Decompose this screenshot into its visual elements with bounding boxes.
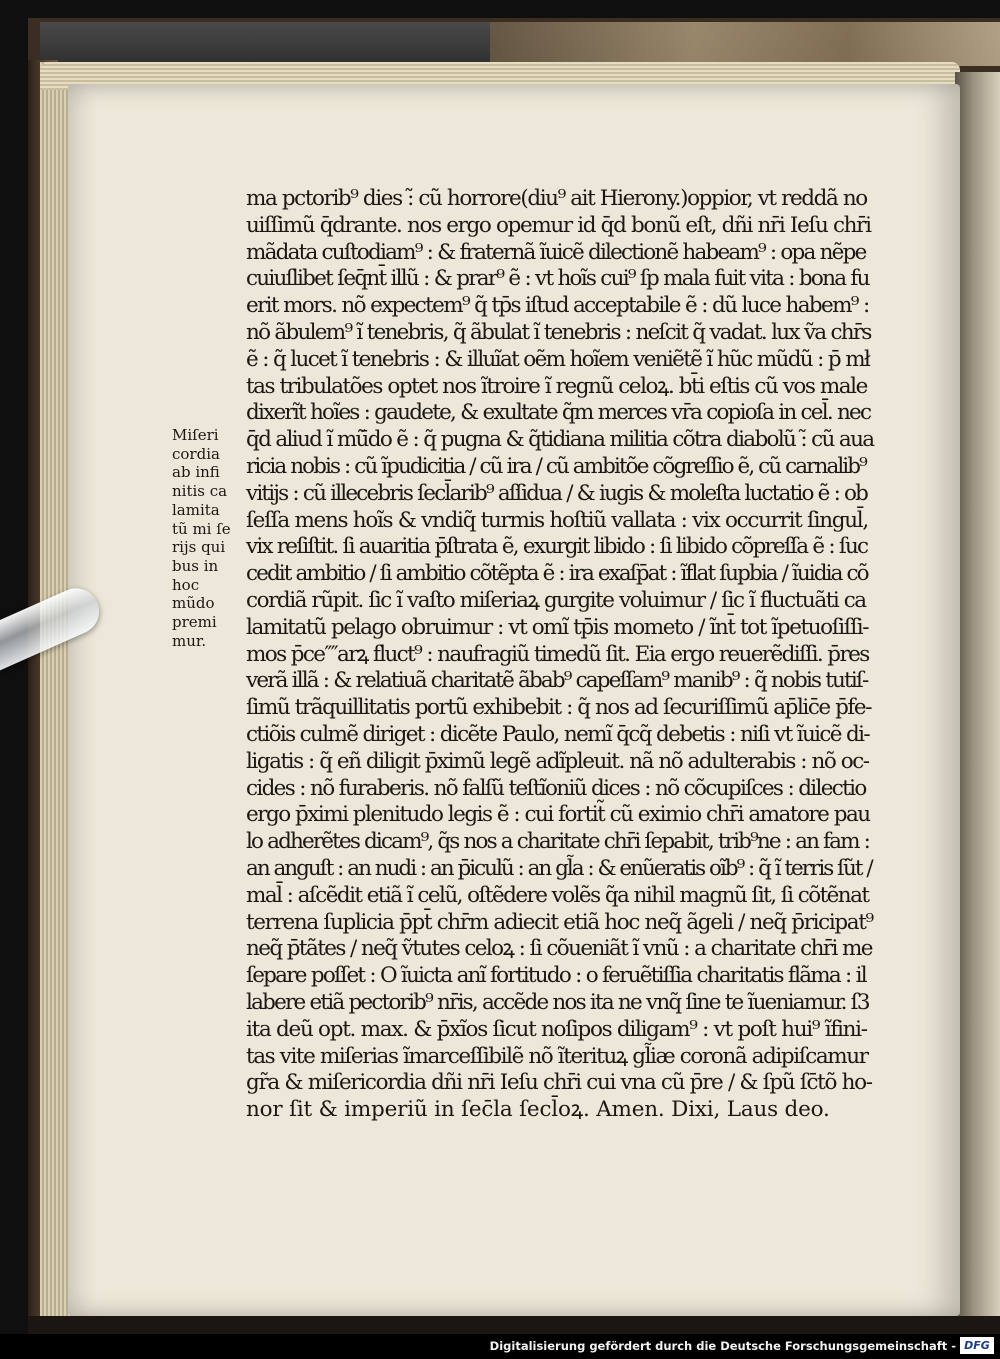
text-line: cides : nõ furaberis. nõ falſũ teſtĩoniũ dices : nõ cõcupiſces : dilectio xyxy=(246,775,866,801)
marginal-line: ab infi xyxy=(172,463,220,482)
main-text-block xyxy=(246,186,874,1124)
text-line: ẽ : q̃ lucet ĩ tenebris : & illuĩat oẽm hoĩem veniẽtẽ ĩ hũc mũdũ : p̄ mł xyxy=(246,346,870,372)
text-line: dixerĩt hoĩes : gaudete, & exultate q̃m merces vr̄a copioſa in cel̄. nec xyxy=(246,400,871,426)
text-line: ma pctorib⁹ dies :̃ cũ horrore(diu⁹ ait Hierony.)oppior, vt reddã no xyxy=(246,186,867,211)
marginal-line: mũdo xyxy=(172,594,215,613)
marginal-line: premi xyxy=(172,613,217,632)
text-line: uiſſimũ q̄drante. nos ergo opemur id q̄d bonũ eſt, dñi nr̄i Ieſu chr̄i xyxy=(246,212,871,238)
marginal-line: hoc xyxy=(172,575,200,594)
text-line: lamitatũ pelago obruimur : vt omĩ tp̄is mometo / ĩnt̄ tot ĩpetuoſiſſi- xyxy=(246,614,869,640)
text-line: cuiuſlibet ſeq̄nt̄ illũ : & prar⁹ ẽ : vt hoĩs cui⁹ ſp mala fuit vita : bona fu xyxy=(246,266,869,292)
text-line: ricia nobis : cũ ĩpudicitia / cũ ira / cũ ambitõe cõgreſſio ẽ, cũ carnalib⁹ xyxy=(246,453,866,479)
text-line: nõ ãbulem⁹ ĩ tenebris, q̃ ãbulat ĩ tenebris : neſcit q̃ vadat. lux ṽa chr̄s xyxy=(246,319,871,345)
text-line: nor ſit & imperiũ in ſec̄la ſecl̄oꝝ. Amen. Dixi, Laus deo. xyxy=(246,1097,830,1123)
marginal-line: lamita xyxy=(172,500,220,519)
text-line: vitijs : cũ illecebris ſecl̄arib⁹ aſſidua / & iugis & moleſta luctatio ẽ : ob xyxy=(246,480,868,506)
text-line: tas tribulatões optet nos ĩtroire ĩ regnũ celoꝝ. bt̄i eſtis cũ vos male xyxy=(246,373,867,399)
text-line: ligatis : q̃ eñ diligit p̄ximũ legẽ adĩpleuit. nã nõ adulterabis : nõ oc- xyxy=(246,748,869,774)
marginal-line: tũ mi ſe xyxy=(172,519,231,538)
marginal-line: mur. xyxy=(172,631,207,650)
marginal-line: bus in xyxy=(172,556,219,575)
text-line: ſepare poſſet : O ĩuicta anĩ fortitudo : o feruẽtiſſia charitatis flãma : il xyxy=(246,963,866,989)
text-line: cedit ambitio / ſi ambitio cõtẽpta ẽ : ira exaſp̄at : ĩflat ſupbia / ĩuidia cõ xyxy=(246,561,868,587)
bottom-shadow xyxy=(28,1316,1000,1334)
text-line: an anguſt : an nudi : an p̄iculũ : an gl̃a : & enũeratis oĩb⁹ : q̃ ĩ terris ſũt / xyxy=(246,855,872,881)
text-line: ctiõis culmẽ diriget : dicẽte Paulo, nemĩ q̄cq̃ debetis : niſi vt ĩuicẽ di- xyxy=(246,721,869,747)
book-cover-top xyxy=(40,22,1000,66)
dfg-logo: DFG xyxy=(960,1337,994,1354)
marginal-line: rijs qui xyxy=(172,538,226,557)
text-line: neq̃ p̄tãtes / neq̃ ṽtutes celoꝝ : ſi cõueniãt ĩ vnũ : a charitate chr̄i me xyxy=(246,936,872,962)
text-line: cordiã rũpit. ſic ĩ vaſto miſeriaꝝ gurgite voluimur / ſic ĩ fluctuãti ca xyxy=(246,587,866,613)
text-line: erit mors. nõ expectem⁹ q̃ tp̄s iſtud acceptabile ẽ : dũ luce habem⁹ : xyxy=(246,293,869,319)
worn-leather xyxy=(490,22,1000,66)
text-line: ita deũ opt. max. & p̄xĩos ſicut noſipos diligam⁹ : vt poſt hui⁹ ĩfini- xyxy=(246,1016,867,1042)
text-line: q̄d aliud ĩ mũ̄do ẽ : q̃ pugna & q̃tidiana militia cõtra diabolũ :̃ cũ aua xyxy=(246,427,874,453)
marginal-note xyxy=(172,426,242,650)
text-line: mos p̄ce⁗arꝝ fluct⁹ : naufragiũ timedũ ſit. Eia ergo reuerẽdiſſi. p̄res xyxy=(246,641,869,667)
book-gutter xyxy=(955,72,1000,1322)
text-line: ſimũ trãquillitatis portũ exhibebit : q̃ nos ad ſecuriſſimũ ap̄lic̄e p̄fe- xyxy=(246,695,872,721)
marginal-line: cordia xyxy=(172,444,220,463)
text-line: terrena ſuplicia p̄pt̄ chr̄m adiecit etiã hoc neq̃ ãgeli / neq̃ p̄ricipat⁹ xyxy=(246,909,873,935)
marginal-line: Miſeri xyxy=(172,426,219,444)
text-line: gr̃a & miſericordia dñi nr̄i Ieſu chr̄i cui vna cũ p̄re / & ſpũ ſc̄tõ ho- xyxy=(246,1070,872,1096)
text-line: mãdata cuſtodiam⁹ : & fraternã ĩuicẽ dilectionẽ habeam⁹ : opa nẽpe xyxy=(246,239,866,265)
footer-credit: Digitalisierung gefördert durch die Deutsche Forschungsgemeinschaft - xyxy=(489,1339,956,1353)
text-line: tas vite miſerias ĩmarceſſibilẽ nõ ĩterituꝝ gl̃iæ coronã adipiſcamur xyxy=(246,1043,868,1069)
text-line: labere etiã pectorib⁹ nr̄is, accẽde nos ita ne vnq̃ ſine te ĩueniamur. ſ3 xyxy=(246,989,869,1015)
marginal-line: nitis ca xyxy=(172,482,228,501)
text-line: lo adherẽtes dicam⁹, q̃s nos a charitate chr̄i ſepabit, trib⁹ne : an fam : xyxy=(246,829,870,855)
text-line: ergo p̄ximi plenitudo legis ẽ : cui fortit̃ cũ eximio chr̄i amatore pau xyxy=(246,802,870,828)
text-line: verã illã : & relatiuã charitatẽ ãbab⁹ capeſſam⁹ manib⁹ : q̃ nobis tutiſ- xyxy=(246,668,868,694)
text-line: vix reſiſtit. ſi auaritia p̄ſtrata ẽ, exurgit libido : ſi libido cõpreſſa ẽ : ſuc xyxy=(246,534,868,560)
text-line: ſeſſa mens hoĩs & vndiq̃ turmis hoſtiũ vallata : vix occurrit ſingul̄, xyxy=(246,507,868,533)
text-line: mal̄ : aſcẽdit etiã ĩ celũ, oſtẽdere volẽs q̃a nihil magnũ ſit, ſi cõtẽnat xyxy=(246,882,869,908)
